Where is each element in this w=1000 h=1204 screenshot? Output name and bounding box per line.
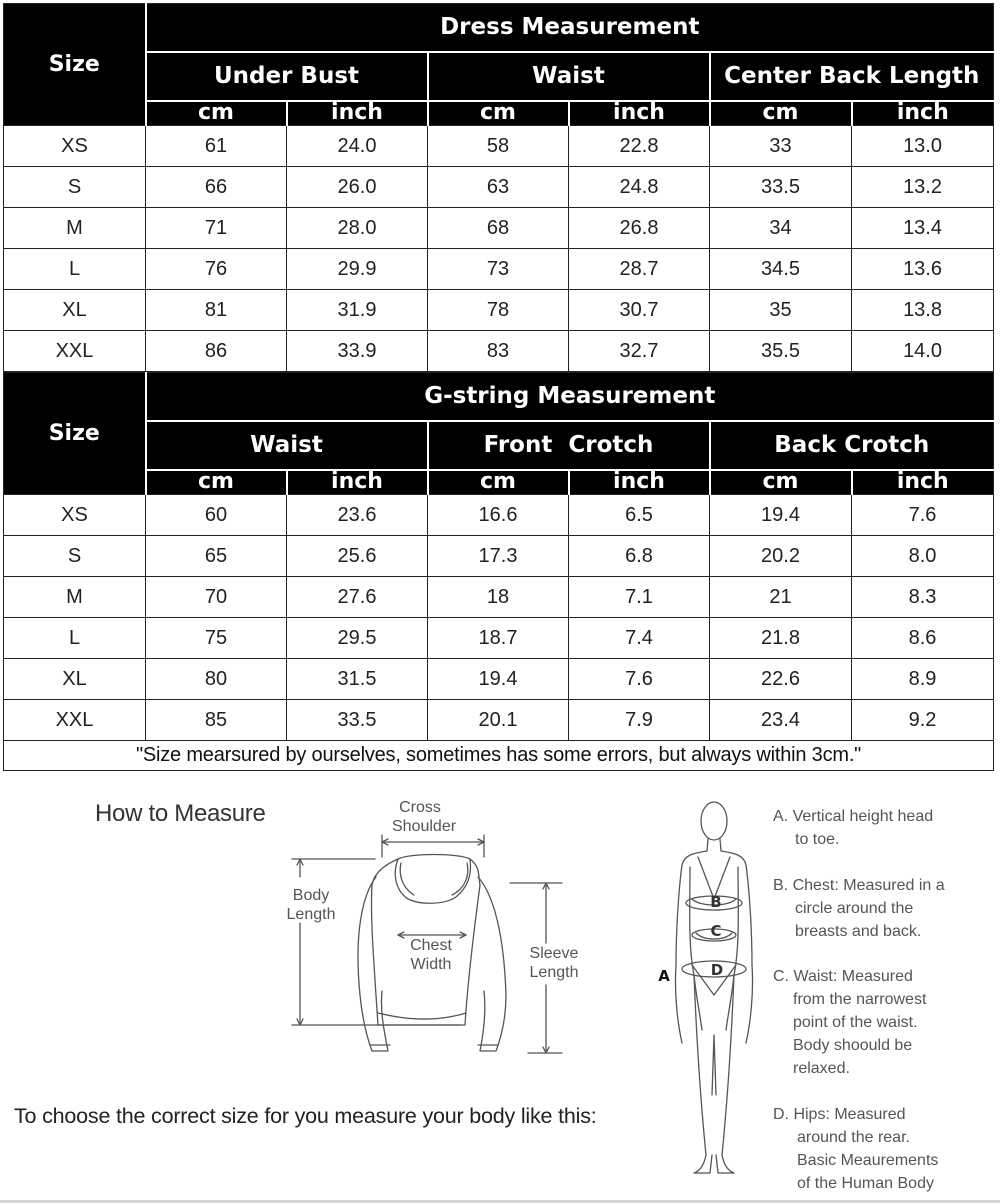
- legend-text: to toe.: [795, 831, 840, 848]
- value-cell: 20.1: [428, 700, 569, 741]
- legend-text: B. Chest: Measured in a: [773, 877, 945, 894]
- table-row: [4, 536, 994, 577]
- size-cell: XS: [4, 495, 146, 536]
- legend-text: point of the waist.: [793, 1014, 918, 1031]
- value-cell: 78: [428, 290, 569, 331]
- value-cell: 17.3: [428, 536, 569, 577]
- cross-shoulder-label: [392, 798, 457, 836]
- size-cell: XS: [4, 126, 146, 167]
- legend-text: A. Vertical height head: [773, 808, 934, 825]
- unit-header: inch: [852, 101, 994, 126]
- value-cell: 6.8: [569, 536, 710, 577]
- value-cell: 14.0: [852, 331, 994, 372]
- choose-size-instruction: To choose the correct size for you measure your body like this:: [14, 1104, 597, 1128]
- column-group-header: Center Back Length: [710, 52, 994, 101]
- value-cell: 7.6: [852, 495, 994, 536]
- value-cell: 31.5: [287, 659, 428, 700]
- unit-header: inch: [852, 470, 994, 495]
- value-cell: 19.4: [428, 659, 569, 700]
- value-cell: 18: [428, 577, 569, 618]
- legend-text: Body shoould be: [793, 1037, 913, 1054]
- value-cell: 66: [146, 167, 287, 208]
- label-line: Shoulder: [392, 818, 457, 835]
- value-cell: 33.5: [287, 700, 428, 741]
- value-cell: 34: [710, 208, 852, 249]
- size-cell: XL: [4, 290, 146, 331]
- value-cell: 27.6: [287, 577, 428, 618]
- value-cell: 32.7: [569, 331, 710, 372]
- value-cell: 13.4: [852, 208, 994, 249]
- unit-header: cm: [146, 101, 287, 126]
- size-header: Size: [4, 373, 146, 495]
- value-cell: 13.2: [852, 167, 994, 208]
- legend-text: relaxed.: [793, 1060, 850, 1077]
- table-row: [4, 126, 994, 167]
- table-row: [4, 618, 994, 659]
- value-cell: 29.9: [287, 249, 428, 290]
- size-cell: L: [4, 249, 146, 290]
- point-c-label: C: [710, 922, 722, 940]
- value-cell: 13.0: [852, 126, 994, 167]
- column-group-header: Waist: [428, 52, 710, 101]
- legend-text: around the rear.: [797, 1129, 910, 1146]
- value-cell: 23.6: [287, 495, 428, 536]
- table-row: [4, 167, 994, 208]
- size-cell: XXL: [4, 700, 146, 741]
- value-cell: 8.0: [852, 536, 994, 577]
- size-cell: M: [4, 208, 146, 249]
- legend-item-c: [773, 965, 988, 1080]
- label-line: Length: [286, 906, 336, 923]
- legend-text: C. Waist: Measured: [773, 968, 913, 985]
- value-cell: 26.8: [569, 208, 710, 249]
- bottom-divider: [0, 1200, 1000, 1203]
- unit-header: cm: [146, 470, 287, 495]
- point-a-label: A: [658, 967, 670, 985]
- value-cell: 81: [146, 290, 287, 331]
- value-cell: 28.7: [569, 249, 710, 290]
- value-cell: 13.6: [852, 249, 994, 290]
- value-cell: 22.6: [710, 659, 852, 700]
- legend-text: breasts and back.: [795, 923, 922, 940]
- value-cell: 8.9: [852, 659, 994, 700]
- value-cell: 22.8: [569, 126, 710, 167]
- unit-header: cm: [710, 101, 852, 126]
- table-row: [4, 290, 994, 331]
- value-cell: 34.5: [710, 249, 852, 290]
- legend-item-b: [773, 874, 988, 943]
- label-line: Sleeve: [529, 945, 579, 962]
- table-title: G-string Measurement: [146, 373, 994, 421]
- value-cell: 7.6: [569, 659, 710, 700]
- value-cell: 25.6: [287, 536, 428, 577]
- column-group-header: Back Crotch: [710, 421, 994, 470]
- body-figure-diagram: [650, 795, 770, 1180]
- legend-item-a: [773, 805, 988, 851]
- value-cell: 7.4: [569, 618, 710, 659]
- label-line: Chest: [410, 937, 452, 954]
- size-cell: S: [4, 167, 146, 208]
- table-row: [4, 700, 994, 741]
- unit-header: inch: [287, 101, 428, 126]
- value-cell: 83: [428, 331, 569, 372]
- value-cell: 9.2: [852, 700, 994, 741]
- legend-text: of the Human Body: [797, 1175, 934, 1192]
- value-cell: 33: [710, 126, 852, 167]
- sleeve-length-label: [522, 944, 586, 982]
- value-cell: 7.9: [569, 700, 710, 741]
- column-group-header: Under Bust: [146, 52, 428, 101]
- value-cell: 29.5: [287, 618, 428, 659]
- value-cell: 23.4: [710, 700, 852, 741]
- gstring-measurement-table: [3, 372, 994, 771]
- unit-header: cm: [710, 470, 852, 495]
- label-line: Body: [292, 887, 330, 904]
- value-cell: 20.2: [710, 536, 852, 577]
- legend-text: from the narrowest: [793, 991, 927, 1008]
- value-cell: 31.9: [287, 290, 428, 331]
- legend-text: Basic Meaurements: [797, 1152, 939, 1169]
- value-cell: 28.0: [287, 208, 428, 249]
- value-cell: 18.7: [428, 618, 569, 659]
- value-cell: 30.7: [569, 290, 710, 331]
- unit-header: inch: [569, 470, 710, 495]
- label-line: Width: [410, 956, 452, 973]
- table-row: [4, 208, 994, 249]
- value-cell: 73: [428, 249, 569, 290]
- unit-header: inch: [287, 470, 428, 495]
- value-cell: 7.1: [569, 577, 710, 618]
- value-cell: 86: [146, 331, 287, 372]
- value-cell: 63: [428, 167, 569, 208]
- table-row: [4, 331, 994, 372]
- label-line: Cross: [399, 799, 441, 816]
- column-group-header: Front Crotch: [428, 421, 710, 470]
- size-cell: S: [4, 536, 146, 577]
- size-cell: XXL: [4, 331, 146, 372]
- size-cell: L: [4, 618, 146, 659]
- value-cell: 24.8: [569, 167, 710, 208]
- value-cell: 19.4: [710, 495, 852, 536]
- legend-text: D. Hips: Measured: [773, 1106, 906, 1123]
- value-cell: 33.9: [287, 331, 428, 372]
- table-title: Dress Measurement: [146, 4, 994, 52]
- value-cell: 8.6: [852, 618, 994, 659]
- value-cell: 35.5: [710, 331, 852, 372]
- value-cell: 85: [146, 700, 287, 741]
- value-cell: 26.0: [287, 167, 428, 208]
- size-cell: M: [4, 577, 146, 618]
- label-line: Length: [529, 964, 579, 981]
- value-cell: 8.3: [852, 577, 994, 618]
- dress-measurement-table: [3, 3, 994, 372]
- unit-header: cm: [428, 470, 569, 495]
- value-cell: 80: [146, 659, 287, 700]
- size-disclaimer-note: "Size mearsured by ourselves, sometimes has some errors, but always within 3cm.": [4, 741, 994, 771]
- value-cell: 75: [146, 618, 287, 659]
- value-cell: 24.0: [287, 126, 428, 167]
- body-length-label: [280, 886, 342, 924]
- value-cell: 21.8: [710, 618, 852, 659]
- size-cell: XL: [4, 659, 146, 700]
- value-cell: 21: [710, 577, 852, 618]
- unit-header: inch: [569, 101, 710, 126]
- value-cell: 65: [146, 536, 287, 577]
- unit-header: cm: [428, 101, 569, 126]
- table-row: [4, 249, 994, 290]
- value-cell: 13.8: [852, 290, 994, 331]
- table-row: [4, 495, 994, 536]
- value-cell: 61: [146, 126, 287, 167]
- legend-item-d: [773, 1103, 988, 1195]
- value-cell: 71: [146, 208, 287, 249]
- size-header: Size: [4, 4, 146, 126]
- value-cell: 60: [146, 495, 287, 536]
- value-cell: 70: [146, 577, 287, 618]
- value-cell: 58: [428, 126, 569, 167]
- point-d-label: D: [710, 961, 724, 979]
- table-row: [4, 577, 994, 618]
- value-cell: 68: [428, 208, 569, 249]
- value-cell: 35: [710, 290, 852, 331]
- column-group-header: Waist: [146, 421, 428, 470]
- value-cell: 6.5: [569, 495, 710, 536]
- point-b-label: B: [710, 893, 722, 911]
- table-row: [4, 659, 994, 700]
- chest-width-label: [400, 936, 462, 974]
- value-cell: 16.6: [428, 495, 569, 536]
- value-cell: 33.5: [710, 167, 852, 208]
- value-cell: 76: [146, 249, 287, 290]
- legend-text: circle around the: [795, 900, 914, 917]
- how-to-measure-title: How to Measure: [95, 800, 266, 827]
